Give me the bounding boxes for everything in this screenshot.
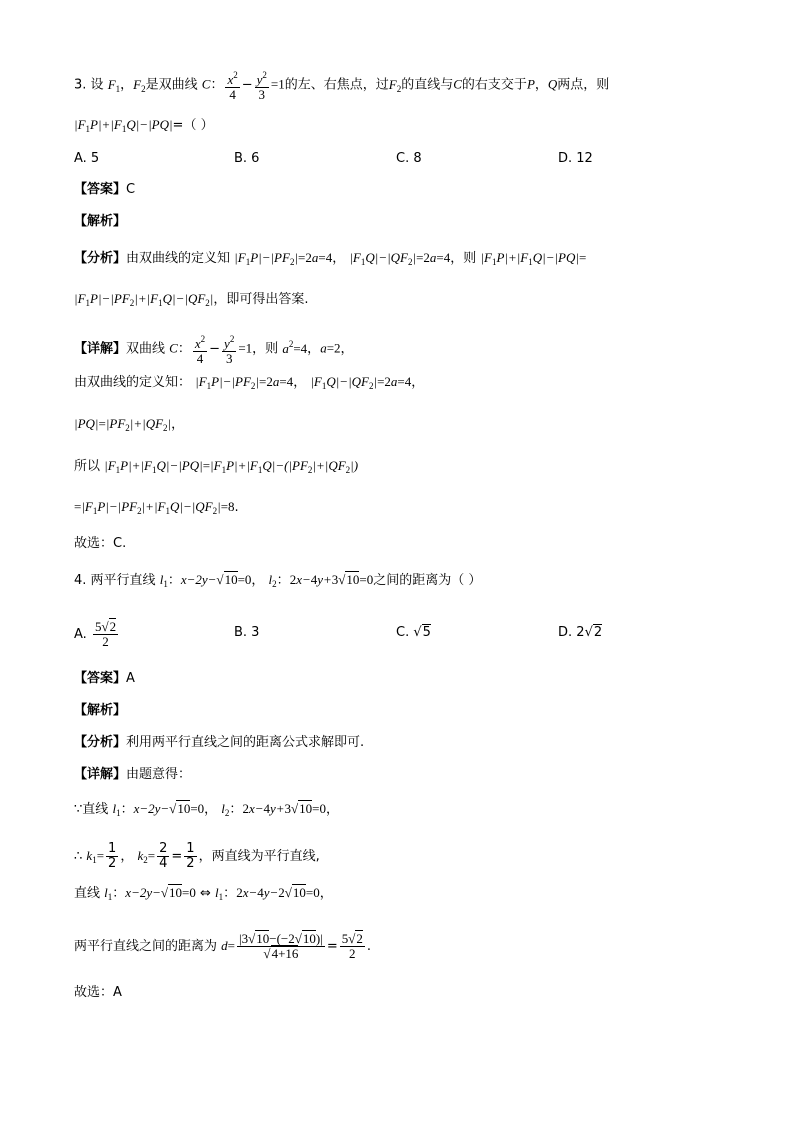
- q3-answer: 【答案】C: [74, 182, 136, 197]
- q3-conclusion: 故选：C.: [74, 536, 127, 551]
- q3-option-d: D. 12: [558, 151, 593, 166]
- q4-answer: 【答案】A: [74, 671, 135, 686]
- q4-detail: 【详解】由题意得：: [74, 767, 192, 782]
- q4-option-b: B. 3: [234, 625, 260, 640]
- q3-analysis-label: 【解析】: [74, 214, 127, 229]
- q4-conclusion: 故选：A: [74, 985, 122, 1000]
- q4-fenxi: 【分析】利用两平行直线之间的距离公式求解即可.: [74, 735, 365, 750]
- q3-stem: 3. 设 $F_1$，$F_2$是双曲线 C： $\frac{x^2}{4}$ − $\frac{y^2}{3}$ =1的左、右焦点，过$F_2$的直线与C的右支交于P，Q两点，则: [74, 70, 610, 102]
- q4-option-d: D. 2√2: [558, 625, 603, 640]
- q4-stem: 4. 两平行直线 $l_1$：x−2y−√10=0， $l_2$：2x−4y+3√10=0之间的距离为（ ）: [74, 572, 482, 589]
- q3-stem-line2: $|F_1P|+|F_1Q|-|PQ|=$（ ）: [74, 117, 214, 134]
- q3-fenxi: 【分析】由双曲线的定义知 $|F_1P|-|PF_2|=2a=4$， $|F_1Q|-|QF_2|=2a=4$，则 $|F_1P|+|F_1Q|-|PQ|=$: [74, 250, 587, 267]
- q4-slopes: ∴ $k_1=$ $\frac{1}{2}$ ， $k_2=$ $\frac{2}{4}$ = $\frac{1}{2}$ ，两直线为平行直线,: [74, 841, 320, 871]
- q4-option-a: A. $\frac{5√2}{2}$: [74, 619, 117, 649]
- q3-option-c: C. 8: [396, 151, 422, 166]
- q3-fenxi-line2: $|F_1P|-|PF_2|+|F_1Q|-|QF_2|$，即可得出答案.: [74, 291, 309, 308]
- q3-detail: 【详解】双曲线 C： $\frac{x^2}{4}$ − $\frac{y^2}{3}$ =1，则 $a^2=4$，a=2，: [74, 334, 354, 366]
- q4-distance: 两平行直线之间的距离为 d= $\frac{|3√10-(-2√10)|}{√4+16}$ = $\frac{5√2}{2}$ .: [74, 931, 372, 961]
- q3-option-b: B. 6: [234, 151, 260, 166]
- q4-equivalent: 直线 $l_1$：x−2y−√10=0 ⇔ $l_1$：2x−4y−2√10=0，: [74, 885, 333, 902]
- q3-pq-sum: $|PQ|=|PF_2|+|QF_2|$，: [74, 416, 185, 433]
- q3-suoyi: 所以 $|F_1P|+|F_1Q|-|PQ|=|F_1P|+|F_1Q|-(|PF_2|+|QF_2|)$: [74, 458, 359, 475]
- q4-option-c: C. √5: [396, 625, 431, 640]
- q4-analysis-label: 【解析】: [74, 703, 127, 718]
- q3-definition: 由双曲线的定义知： $|F_1P|-|PF_2|=2a=4$， $|F_1Q|-|QF_2|=2a=4$，: [74, 374, 425, 391]
- q3-option-a: A. 5: [74, 151, 100, 166]
- q4-lines: ∵直线 $l_1$：x−2y−√10=0， $l_2$：2x−4y+3√10=0，: [74, 801, 340, 818]
- q3-result: $=|F_1P|-|PF_2|+|F_1Q|-|QF_2|=8$.: [74, 499, 239, 516]
